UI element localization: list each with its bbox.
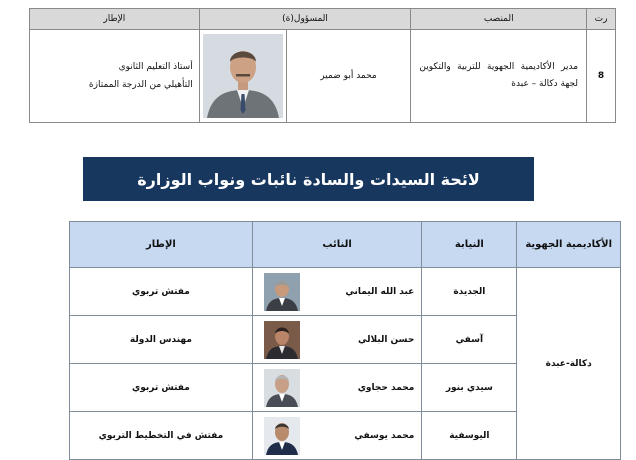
deputy-cell (252, 316, 421, 364)
deputy-rank: مفتش في التخطيط التربوي (70, 412, 253, 460)
rank-line-2: التأهيلي من الدرجة الممتازة (88, 80, 193, 90)
deputy-rank: مهندس الدولة (70, 316, 253, 364)
deputies-table-header (70, 222, 621, 268)
header-position: المنصب (411, 9, 587, 30)
deputy-name: عبد الله اليماني (345, 286, 415, 297)
header-deputy-rank: الإطار (70, 222, 253, 268)
rank-cell (30, 30, 200, 123)
header-academy: الأكاديمية الجهوية (517, 222, 621, 268)
rank-line-1: أستاذ التعليم الثانوي (118, 62, 193, 72)
delegation-name: آسفي (422, 316, 517, 364)
delegation-name: اليوسفية (422, 412, 517, 460)
header-rank: الإطار (30, 9, 200, 30)
director-table (29, 8, 616, 123)
position-text: مدير الأكاديمية الجهوية للتربية والتكوين لجهة دكالة – عبدة (411, 30, 587, 123)
deputy-name: حسن البلالي (357, 334, 415, 345)
person-portrait-icon (264, 417, 300, 455)
table-row (70, 268, 621, 316)
deputy-rank: مفتش تربوي (70, 364, 253, 412)
row-number: 8 (587, 30, 616, 123)
deputy-cell (252, 364, 421, 412)
academy-name: دكالة-عبدة (517, 268, 621, 460)
banner-title: لائحة السيدات والسادة نائبات ونواب الوزارة (137, 169, 480, 189)
header-official: المسؤول(ة) (199, 9, 411, 30)
delegation-name: الجديدة (422, 268, 517, 316)
header-deputy: النائب (252, 222, 421, 268)
official-photo-cell (199, 30, 286, 123)
person-portrait-icon (264, 369, 300, 407)
deputy-cell (252, 268, 421, 316)
deputies-banner (83, 157, 534, 201)
header-num: رت (587, 9, 616, 30)
person-portrait-icon (264, 273, 300, 311)
delegation-name: سيدي بنور (422, 364, 517, 412)
deputies-table (69, 221, 621, 460)
person-portrait-icon (264, 321, 300, 359)
director-table-header (30, 9, 616, 30)
director-row (30, 30, 616, 123)
person-portrait-icon (203, 34, 283, 118)
deputy-cell (252, 412, 421, 460)
deputy-name: محمد يوسفي (354, 430, 415, 441)
deputy-name: محمد حجاوي (357, 382, 415, 393)
official-name: محمد أبو ضمير (286, 30, 411, 123)
header-delegation: النيابة (422, 222, 517, 268)
deputy-rank: مفتش تربوي (70, 268, 253, 316)
